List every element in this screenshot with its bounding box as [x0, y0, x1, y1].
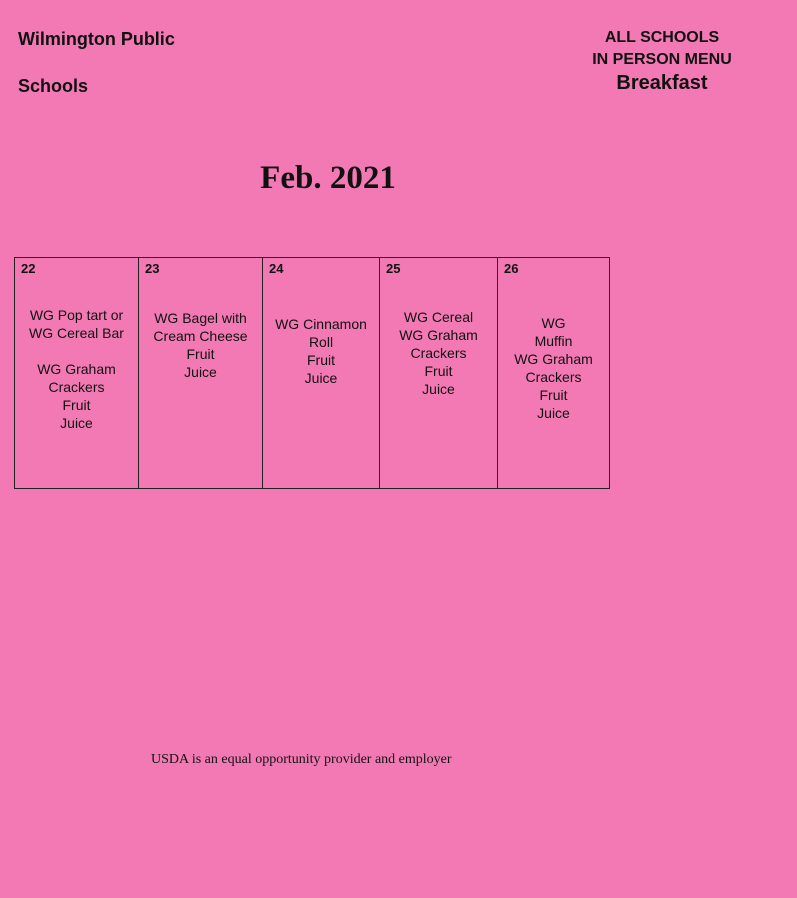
- menu-item: WG Graham: [399, 327, 478, 343]
- day-cell-23: [139, 258, 263, 489]
- menu-item: Crackers: [525, 369, 582, 385]
- menu-item: WG Pop tart or: [29, 307, 124, 323]
- month-title: Feb. 2021: [260, 160, 396, 196]
- day-number: 26: [504, 261, 519, 276]
- menu-item: WG Graham: [37, 361, 116, 377]
- usda-notice: USDA is an equal opportunity provider and employer: [151, 752, 452, 767]
- menu-item: Fruit: [539, 387, 568, 403]
- day-cell-22: [15, 258, 139, 489]
- day-number: 25: [386, 261, 401, 276]
- menu-item: Fruit: [307, 352, 335, 368]
- district-name-line-2: Schools: [18, 76, 89, 96]
- menu-item: Muffin: [534, 333, 573, 349]
- menu-item: WG: [541, 315, 566, 331]
- menu-item: Juice: [60, 415, 93, 431]
- menu-item: Juice: [537, 405, 570, 421]
- menu-item: WG Cinnamon: [275, 316, 367, 332]
- menu-item: WG Graham: [514, 351, 593, 367]
- district-name-line-1: Wilmington Public: [18, 29, 175, 49]
- menu-gap: [15, 342, 138, 360]
- day-number: 22: [21, 261, 36, 276]
- week-calendar: [14, 257, 610, 489]
- menu-item: Juice: [422, 381, 455, 397]
- menu-item: Roll: [308, 334, 334, 350]
- menu-item: Juice: [184, 364, 217, 380]
- menu-item: WG Bagel with: [154, 310, 247, 326]
- menu-item: Cream Cheese: [153, 328, 248, 344]
- day-cell-24: [263, 258, 380, 489]
- menu-items: [498, 314, 609, 422]
- menu-item: Juice: [304, 370, 338, 386]
- day-number: 23: [145, 261, 160, 276]
- meal-title: Breakfast: [616, 72, 708, 94]
- menu-item: Fruit: [186, 346, 215, 362]
- day-cell-26: [498, 258, 610, 489]
- menu-item: Fruit: [424, 363, 453, 379]
- day-cell-25: [380, 258, 498, 489]
- menu-item: WG Cereal Bar: [29, 325, 124, 341]
- menu-item: Fruit: [62, 397, 91, 413]
- menu-items: [380, 308, 497, 398]
- scope-line-2: IN PERSON MENU: [592, 51, 732, 68]
- menu-item: Crackers: [410, 345, 467, 361]
- scope-line-1: ALL SCHOOLS: [604, 29, 720, 46]
- menu-item: Crackers: [48, 379, 105, 395]
- day-number: 24: [269, 261, 284, 276]
- menu-items: [15, 306, 138, 432]
- menu-items: [139, 309, 262, 381]
- menu-header: [562, 27, 762, 95]
- menu-items: [263, 315, 379, 387]
- menu-item: WG Cereal: [403, 309, 474, 325]
